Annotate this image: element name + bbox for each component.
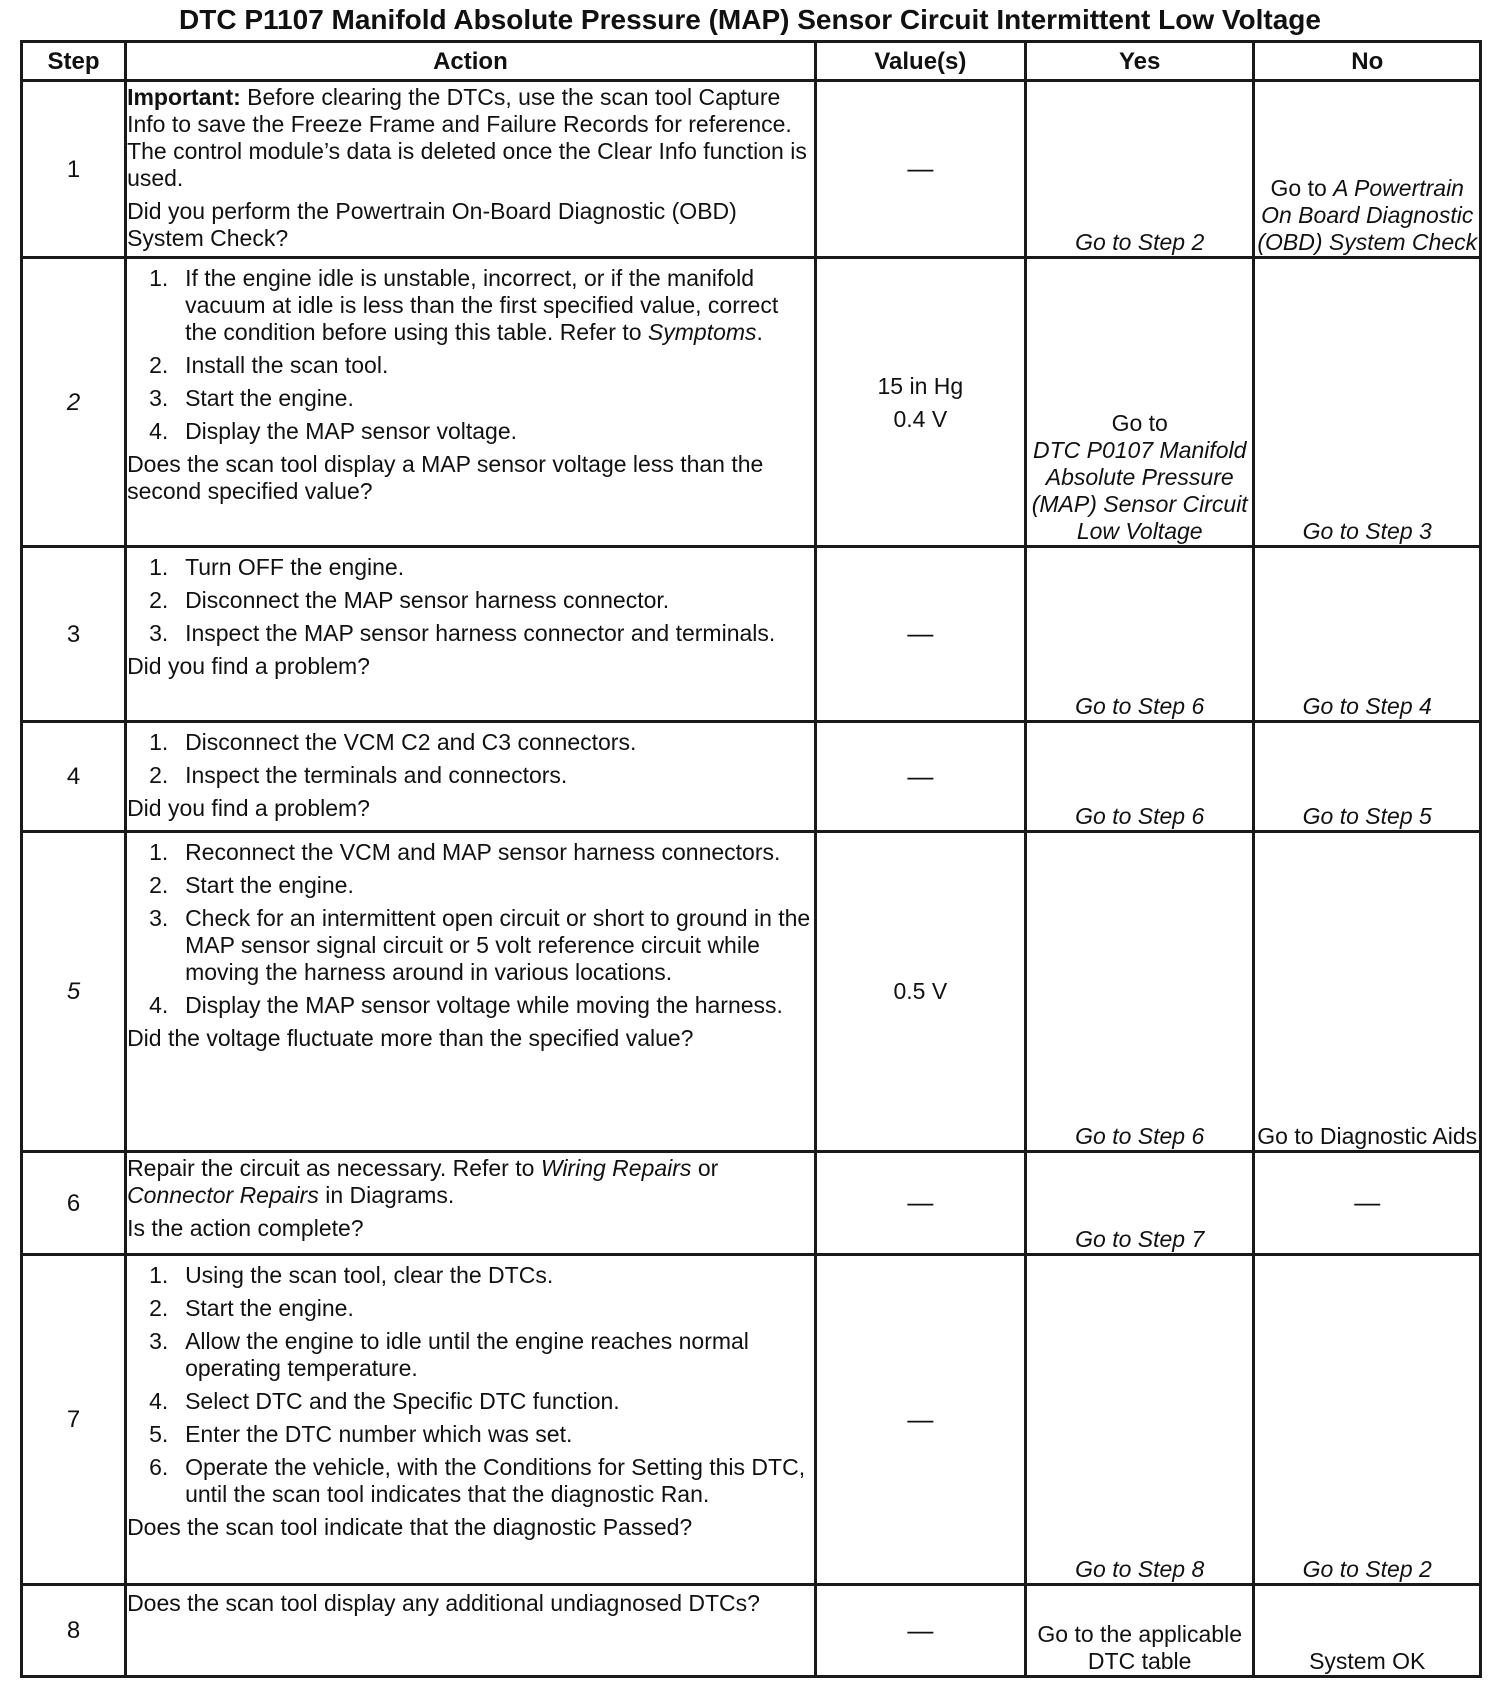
list-item bbox=[127, 620, 814, 647]
list-item bbox=[127, 839, 814, 866]
list-item bbox=[127, 385, 814, 412]
value-cell bbox=[815, 1255, 1025, 1585]
header-step: Step bbox=[22, 42, 126, 81]
yes-reference: DTC P0107 Manifold Absolute Pressure (MAP) Sensor Circuit Low Voltage bbox=[1031, 437, 1248, 544]
step-number: 1 bbox=[22, 81, 126, 258]
table-row bbox=[22, 722, 1481, 832]
action-question: Did you find a problem? bbox=[127, 795, 370, 821]
action-cell bbox=[126, 722, 816, 832]
list-item bbox=[127, 872, 814, 899]
item-number: 2. bbox=[149, 587, 169, 613]
important-label: Important: bbox=[127, 84, 241, 110]
value-text: 0.5 V bbox=[893, 978, 948, 1004]
connector-repairs-reference: Connector Repairs bbox=[127, 1182, 319, 1208]
item-text: Select DTC and the Specific DTC function. bbox=[185, 1388, 620, 1414]
value-cell bbox=[815, 81, 1025, 258]
item-text: Reconnect the VCM and MAP sensor harness connectors. bbox=[185, 839, 781, 865]
item-number: 3. bbox=[149, 620, 169, 646]
value-text: — bbox=[907, 153, 934, 183]
no-cell: System OK bbox=[1254, 1585, 1481, 1677]
value-cell bbox=[815, 1152, 1025, 1255]
item-text: Display the MAP sensor voltage. bbox=[185, 418, 518, 444]
action-cell bbox=[126, 81, 816, 258]
item-number: 1. bbox=[149, 554, 169, 580]
list-item bbox=[127, 1328, 814, 1382]
action-cell bbox=[126, 832, 816, 1152]
item-text: Start the engine. bbox=[185, 872, 354, 898]
yes-cell bbox=[1025, 258, 1254, 547]
yes-cell: Go to the applicable DTC table bbox=[1025, 1585, 1254, 1677]
action-steps bbox=[127, 729, 814, 789]
dtc-procedure-table bbox=[20, 40, 1482, 1678]
list-item bbox=[127, 418, 814, 445]
list-item bbox=[127, 992, 814, 1019]
action-cell bbox=[126, 1585, 816, 1677]
step-number: 4 bbox=[22, 722, 126, 832]
table-row bbox=[22, 81, 1481, 258]
value-text: — bbox=[907, 1187, 934, 1217]
table-header-row bbox=[22, 42, 1481, 81]
item-text: Start the engine. bbox=[185, 1295, 354, 1321]
list-item bbox=[127, 1388, 814, 1415]
no-cell: Go to Diagnostic Aids bbox=[1254, 832, 1481, 1152]
item-number: 3. bbox=[149, 385, 169, 411]
item-number: 2. bbox=[149, 762, 169, 788]
item-text: Disconnect the MAP sensor harness connector. bbox=[185, 587, 670, 613]
item-text: If the engine idle is unstable, incorrect, or if the manifold vacuum at idle is less than the first specified value, correct the condition before using this table. Refer to bbox=[185, 265, 779, 345]
value-cell bbox=[815, 258, 1025, 547]
header-no: No bbox=[1254, 42, 1481, 81]
table-row bbox=[22, 1255, 1481, 1585]
intro-text: or bbox=[691, 1155, 719, 1181]
item-number: 2. bbox=[149, 352, 169, 378]
page-title: DTC P1107 Manifold Absolute Pressure (MAP) Sensor Circuit Intermittent Low Voltage bbox=[179, 4, 1321, 35]
yes-cell: Go to Step 6 bbox=[1025, 722, 1254, 832]
list-item bbox=[127, 762, 814, 789]
no-cell bbox=[1254, 81, 1481, 258]
item-text: Install the scan tool. bbox=[185, 352, 389, 378]
action-question: Is the action complete? bbox=[127, 1215, 364, 1241]
item-number: 1. bbox=[149, 265, 169, 291]
item-text: Using the scan tool, clear the DTCs. bbox=[185, 1262, 554, 1288]
action-question: Did the voltage fluctuate more than the specified value? bbox=[127, 1025, 694, 1051]
value-text: 15 in Hg bbox=[877, 373, 964, 399]
item-number: 1. bbox=[149, 1262, 169, 1288]
action-question: Did you perform the Powertrain On-Board Diagnostic (OBD) System Check? bbox=[127, 198, 737, 251]
step-number: 2 bbox=[22, 258, 126, 547]
item-text: Turn OFF the engine. bbox=[185, 554, 405, 580]
header-action: Action bbox=[126, 42, 816, 81]
item-text: Inspect the terminals and connectors. bbox=[185, 762, 568, 788]
item-number: 3. bbox=[149, 1328, 169, 1354]
item-text: Operate the vehicle, with the Conditions for Setting this DTC, until the scan tool indicates that the diagnostic Ran. bbox=[185, 1454, 806, 1507]
yes-prefix: Go to bbox=[1111, 410, 1168, 436]
item-reference: Symptoms bbox=[647, 319, 757, 345]
no-prefix: Go to bbox=[1270, 175, 1327, 201]
intro-text: Repair the circuit as necessary. Refer to bbox=[127, 1155, 541, 1181]
no-text: — bbox=[1354, 1187, 1381, 1217]
item-number: 4. bbox=[149, 1388, 169, 1414]
item-number: 1. bbox=[149, 839, 169, 865]
item-number: 2. bbox=[149, 1295, 169, 1321]
yes-cell: Go to Step 8 bbox=[1025, 1255, 1254, 1585]
no-reference: A Powertrain On Board Diagnostic (OBD) System Check bbox=[1257, 175, 1478, 255]
value-text: — bbox=[907, 1614, 934, 1645]
item-text: Disconnect the VCM C2 and C3 connectors. bbox=[185, 729, 637, 755]
list-item bbox=[127, 265, 814, 346]
header-values: Value(s) bbox=[815, 42, 1025, 81]
item-number: 4. bbox=[149, 992, 169, 1018]
item-tail: . bbox=[756, 319, 763, 345]
item-number: 1. bbox=[149, 729, 169, 755]
item-text: Inspect the MAP sensor harness connector and terminals. bbox=[185, 620, 776, 646]
action-steps bbox=[127, 554, 814, 647]
action-steps bbox=[127, 1262, 814, 1508]
important-text: Before clearing the DTCs, use the scan tool Capture Info to save the Freeze Frame and Failure Records for reference. The control module’s data is deleted once the Clear Info function is used. bbox=[127, 84, 807, 191]
step-number: 5 bbox=[22, 832, 126, 1152]
table-row bbox=[22, 258, 1481, 547]
wiring-repairs-reference: Wiring Repairs bbox=[540, 1155, 692, 1181]
value-text: — bbox=[907, 1403, 934, 1434]
value-cell bbox=[815, 832, 1025, 1152]
no-cell bbox=[1254, 1152, 1481, 1255]
list-item bbox=[127, 905, 814, 986]
action-question: Does the scan tool indicate that the diagnostic Passed? bbox=[127, 1514, 693, 1540]
list-item bbox=[127, 729, 814, 756]
no-cell: Go to Step 3 bbox=[1254, 258, 1481, 547]
value-cell bbox=[815, 1585, 1025, 1677]
item-text: Allow the engine to idle until the engine reaches normal operating temperature. bbox=[185, 1328, 749, 1381]
list-item bbox=[127, 1454, 814, 1508]
table-row bbox=[22, 1152, 1481, 1255]
header-yes: Yes bbox=[1025, 42, 1254, 81]
step-number: 6 bbox=[22, 1152, 126, 1255]
list-item bbox=[127, 587, 814, 614]
item-number: 6. bbox=[149, 1454, 169, 1480]
item-number: 5. bbox=[149, 1421, 169, 1447]
action-cell bbox=[126, 547, 816, 722]
table-row bbox=[22, 832, 1481, 1152]
action-question: Does the scan tool display any additional undiagnosed DTCs? bbox=[127, 1590, 760, 1616]
list-item bbox=[127, 554, 814, 581]
item-text: Check for an intermittent open circuit or short to ground in the MAP sensor signal circuit or 5 volt reference circuit while moving the harness around in various locations. bbox=[185, 905, 811, 985]
item-number: 3. bbox=[149, 905, 169, 931]
yes-cell: Go to Step 6 bbox=[1025, 832, 1254, 1152]
table-row bbox=[22, 547, 1481, 722]
action-intro bbox=[127, 1155, 814, 1209]
list-item bbox=[127, 1295, 814, 1322]
step-number: 7 bbox=[22, 1255, 126, 1585]
item-text: Start the engine. bbox=[185, 385, 354, 411]
item-text: Enter the DTC number which was set. bbox=[185, 1421, 573, 1447]
action-cell bbox=[126, 1152, 816, 1255]
action-cell bbox=[126, 1255, 816, 1585]
step-number: 8 bbox=[22, 1585, 126, 1677]
item-number: 4. bbox=[149, 418, 169, 444]
value-cell bbox=[815, 722, 1025, 832]
table-row bbox=[22, 1585, 1481, 1677]
no-cell: Go to Step 5 bbox=[1254, 722, 1481, 832]
item-text: Display the MAP sensor voltage while moving the harness. bbox=[185, 992, 783, 1018]
list-item bbox=[127, 1262, 814, 1289]
list-item bbox=[127, 1421, 814, 1448]
yes-cell: Go to Step 2 bbox=[1025, 81, 1254, 258]
no-cell: Go to Step 2 bbox=[1254, 1255, 1481, 1585]
step-number: 3 bbox=[22, 547, 126, 722]
action-steps bbox=[127, 839, 814, 1019]
yes-cell: Go to Step 7 bbox=[1025, 1152, 1254, 1255]
value-text: — bbox=[907, 760, 934, 791]
list-item bbox=[127, 352, 814, 379]
action-question: Did you find a problem? bbox=[127, 653, 370, 679]
action-intro bbox=[127, 84, 814, 192]
value-text: 0.4 V bbox=[893, 406, 948, 432]
no-cell: Go to Step 4 bbox=[1254, 547, 1481, 722]
item-number: 2. bbox=[149, 872, 169, 898]
action-steps bbox=[127, 265, 814, 445]
value-text: — bbox=[907, 618, 934, 648]
action-cell bbox=[126, 258, 816, 547]
action-question: Does the scan tool display a MAP sensor voltage less than the second specified value? bbox=[127, 451, 764, 504]
intro-text: in Diagrams. bbox=[318, 1182, 455, 1208]
value-cell bbox=[815, 547, 1025, 722]
yes-cell: Go to Step 6 bbox=[1025, 547, 1254, 722]
